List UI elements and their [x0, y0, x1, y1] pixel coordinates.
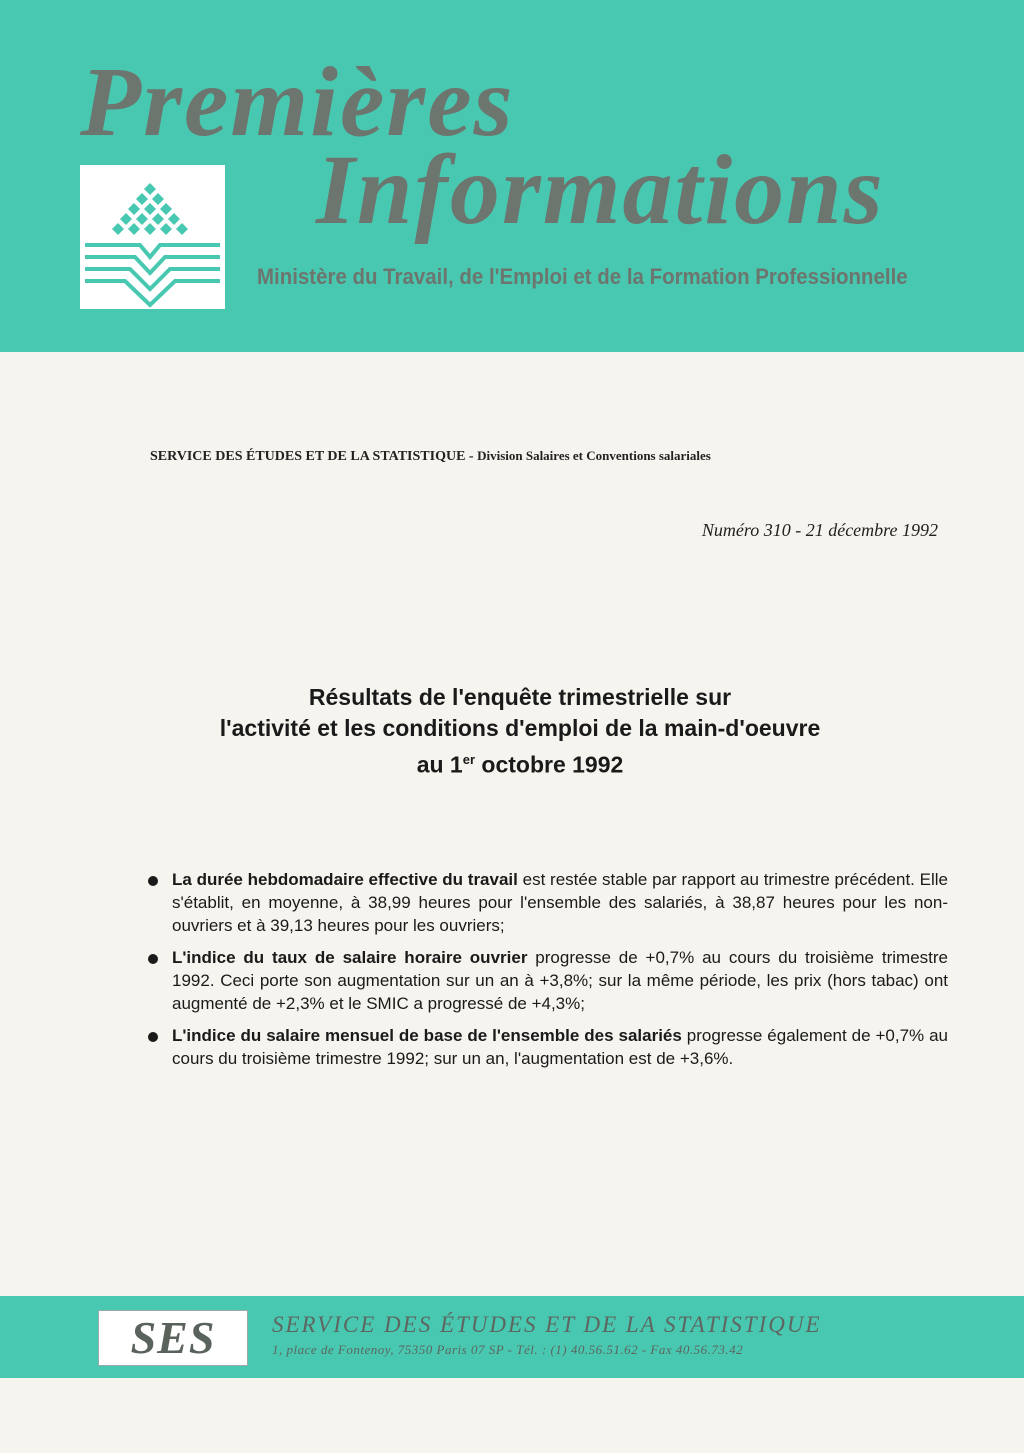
- ses-logo: [98, 1310, 248, 1366]
- headline-line1: Résultats de l'enquête trimestrielle sur: [308, 684, 732, 710]
- masthead-title-line2: Informations: [316, 134, 885, 245]
- bullet-text: progresse de +0,7% au cours du troisième trimestre 1992. Ceci porte son augmentation sur un an à +3,8%; sur la même période, les prix (hors tabac) ont augmenté de +2,3% et le SMIC a progressé de +4,3%;: [172, 948, 948, 1013]
- headline-superscript: er: [462, 752, 476, 767]
- bullet-lead: La durée hebdomadaire effective du travail: [172, 870, 518, 889]
- issue-number-date: Numéro 310 - 21 décembre 1992: [701, 520, 938, 540]
- bullet-text: est restée stable par rapport au trimestre précédent. Elle s'établit, en moyenne, à 38,99 heures pour l'ensemble des salariés, à 38,87 heures pour les non-ouvriers et à 39,13 heures pour les ouvriers;: [172, 870, 948, 935]
- ministry-logo: [80, 165, 225, 309]
- bullet-text: progresse également de +0,7% au cours du troisième trimestre 1992; sur un an, l'augmentation est de +3,6%.: [172, 1026, 948, 1068]
- list-item: [148, 946, 948, 1015]
- headline-line3-prefix: au 1: [416, 751, 463, 778]
- bullet-lead: L'indice du taux de salaire horaire ouvrier: [172, 948, 528, 967]
- service-name: SERVICE DES ÉTUDES ET DE LA STATISTIQUE: [150, 449, 466, 464]
- ses-logo-text: SES: [130, 1312, 216, 1363]
- bullet-lead: L'indice du salaire mensuel de base de l'ensemble des salariés: [172, 1026, 682, 1045]
- summary-bullets: [148, 868, 948, 1079]
- headline-line2: l'activité et les conditions d'emploi de la main-d'oeuvre: [219, 715, 821, 741]
- list-item: [148, 868, 948, 937]
- headline: [100, 682, 940, 781]
- bullet-dot-icon: [148, 876, 158, 886]
- footer-address: 1, place de Fontenoy, 75350 Paris 07 SP - Tél. : (1) 40.56.51.62 - Fax 40.56.73.42: [272, 1342, 744, 1357]
- ministry-logo-icon: [80, 165, 225, 309]
- headline-line3: [100, 744, 940, 781]
- list-item: [148, 1024, 948, 1070]
- division-name: Division Salaires et Conventions salariales: [477, 448, 711, 463]
- masthead-title-line1: Premières: [80, 46, 515, 157]
- service-division-line: [150, 448, 890, 465]
- bullet-dot-icon: [148, 1032, 158, 1042]
- service-separator: -: [465, 449, 478, 464]
- footer-service-title: SERVICE DES ÉTUDES ET DE LA STATISTIQUE: [272, 1312, 822, 1337]
- headline-line3-suffix: octobre 1992: [475, 751, 624, 778]
- bullet-dot-icon: [148, 954, 158, 964]
- ministry-name: Ministère du Travail, de l'Emploi et de la Formation Professionnelle: [257, 264, 908, 289]
